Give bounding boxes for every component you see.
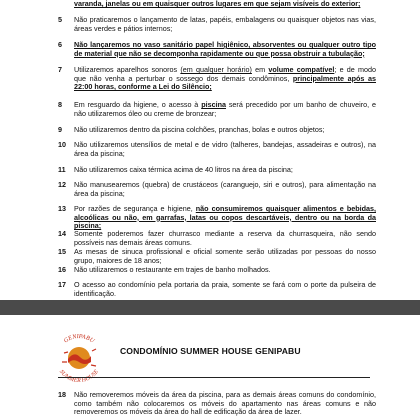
rule-text: Não praticaremos o lançamento de latas, papéis, embalagens ou quaisquer objetos nas vias, áreas verdes e pátios internos; xyxy=(74,15,376,33)
rule-text: Não utilizaremos caixa térmica acima de 40 litros na área da piscina; xyxy=(74,165,293,174)
rule-item xyxy=(58,101,376,118)
svg-text:GENIPABU xyxy=(63,333,96,345)
rule-number: 11 xyxy=(58,165,66,174)
rule-number: 13 xyxy=(58,204,66,213)
rule-text: Não removeremos móveis da área da piscina, para as demais áreas comuns do condomínio, como também não colocaremos os móveis do apartamento nas áreas comuns e não removeremos os móveis da área do hall de edificação da área de lazer. xyxy=(74,390,376,417)
summer-house-logo xyxy=(50,329,108,387)
rule-number: 15 xyxy=(58,247,66,256)
rule-number: 16 xyxy=(58,265,66,274)
rule-number: 14 xyxy=(58,229,66,238)
rule-number: 8 xyxy=(58,100,62,109)
rule-item xyxy=(58,205,376,231)
rule-item xyxy=(58,41,376,58)
rule-item xyxy=(58,126,376,135)
document-title: CONDOMÍNIO SUMMER HOUSE GENIPABU xyxy=(120,346,301,356)
rule-text: Não utilizaremos utensílios de metal e de vidro (talheres, bandejas, assadeiras e outros), na área da piscina; xyxy=(74,140,376,158)
rule-text: Não manusearemos (quebra) de crustáceos (caranguejo, siri e outros), para alimentação na área da piscina; xyxy=(74,180,376,198)
rule-text: Somente poderemos fazer churrasco mediante a reserva da churrasqueira, não sendo possíveis nas demais áreas comuns. xyxy=(74,229,376,247)
document-page-2 xyxy=(0,315,420,420)
page-separator xyxy=(0,300,420,315)
rule-number: 6 xyxy=(58,40,62,49)
rule-text: As mesas de sinuca profissional e oficial somente serão utilizadas por pessoas do nosso grupo, maiores de 18 anos; xyxy=(74,247,376,265)
rule-item xyxy=(58,141,376,158)
rule-text: Utilizaremos aparelhos sonoros (em qualquer horário) em volume compatível; e de modo que não venha a perturbar o sossego dos demais condôminos, principalmente após as 22:00 horas, conforme a Lei do Silêncio; xyxy=(74,65,376,92)
rule-item xyxy=(58,248,376,265)
rule-number: 17 xyxy=(58,280,66,289)
logo-text-top: GENIPABU xyxy=(62,332,96,345)
rule-number: 10 xyxy=(58,140,66,149)
rule-item xyxy=(58,281,376,298)
logo-text-bottom: SUMMER HOUSE xyxy=(57,368,101,385)
rule-number: 12 xyxy=(58,180,66,189)
rule-number: 9 xyxy=(58,125,62,134)
rule-text: Não lançaremos no vaso sanitário papel higiênico, absorventes ou qualquer outro tipo de material que não se decomponha rapidamente ou que possa obstruir a tubulação; xyxy=(74,40,376,58)
rule-item xyxy=(58,230,376,247)
rule-number: 18 xyxy=(58,390,66,399)
rule-item xyxy=(58,266,376,275)
rule-4-continuation xyxy=(58,0,376,9)
rule-text: Não utilizaremos o restaurante em trajes de banho molhados. xyxy=(74,265,271,274)
rule-number: 5 xyxy=(58,15,62,24)
rule-number: 7 xyxy=(58,65,62,74)
title-divider xyxy=(58,377,370,378)
rule-text: O acesso ao condomínio pela portaria da praia, somente se fará com o porte da pulseira de identificação. xyxy=(74,280,376,298)
rule-text: varanda, janelas ou em quaisquer outros lugares em que sejam visíveis do exterior; xyxy=(74,0,361,8)
rule-item xyxy=(58,166,376,175)
rule-text: Por razões de segurança e higiene, não consumiremos quaisquer alimentos e bebidas, alcoólicas ou não, em garrafas, latas ou copos descartáveis, dentro ou na borda da piscina; xyxy=(74,204,376,231)
rule-item xyxy=(58,66,376,92)
rule-item xyxy=(58,16,376,33)
rule-item xyxy=(58,391,376,417)
rule-text: Não utilizaremos dentro da piscina colchões, pranchas, bolas e outros objetos; xyxy=(74,125,325,134)
rule-text: Em resguardo da higiene, o acesso à piscina será precedido por um banho de chuveiro, e não utilizaremos óleo ou creme de bronzear; xyxy=(74,100,376,118)
rule-item xyxy=(58,181,376,198)
